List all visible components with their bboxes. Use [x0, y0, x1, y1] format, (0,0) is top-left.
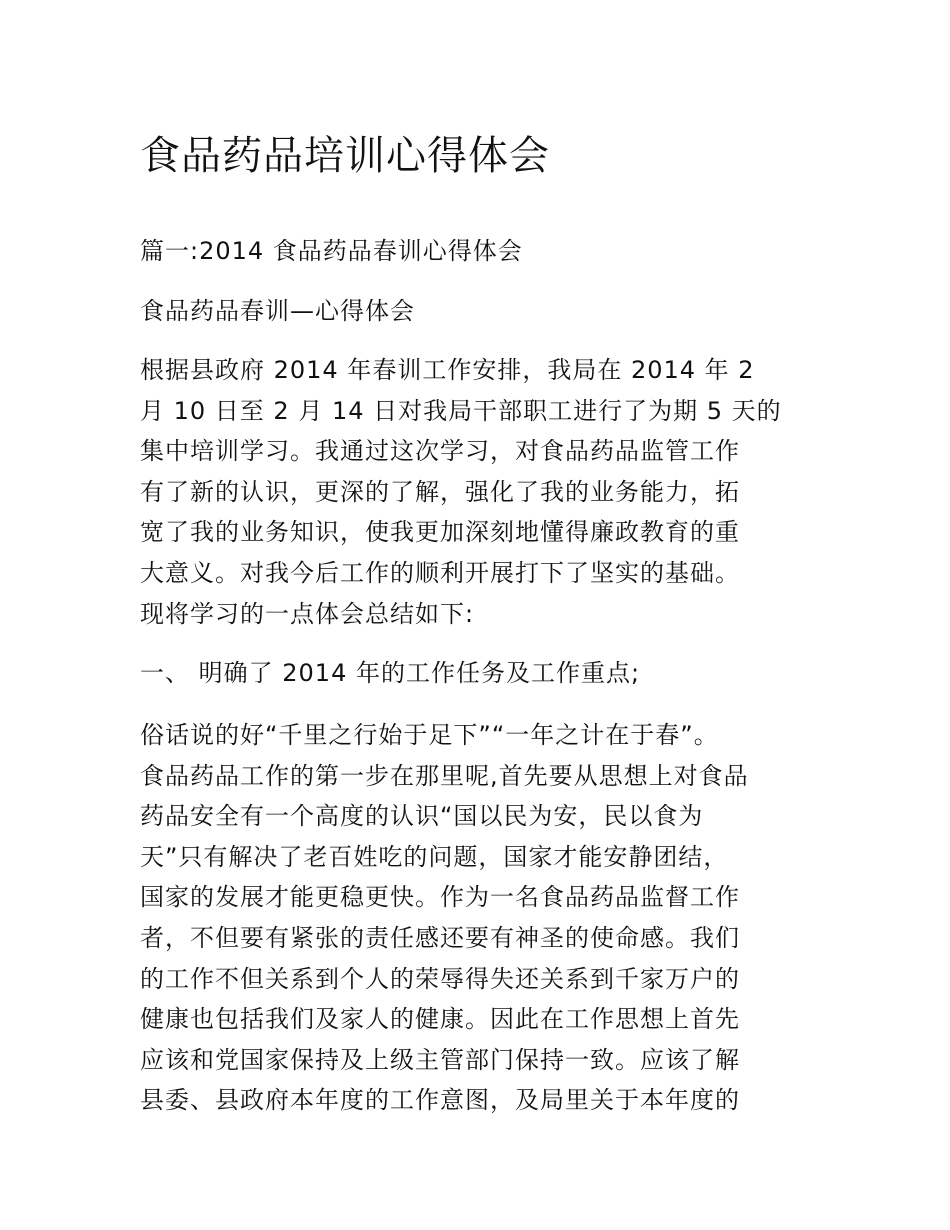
- paragraph-line: 大意义。对我今后工作的顺利开展打下了坚实的基础。: [140, 558, 740, 587]
- paragraph-line: 应该和党国家保持及上级主管部门保持一致。应该了解: [140, 1045, 740, 1074]
- paragraph-line: 药品安全有一个高度的认识“国以民为安，民以食为: [140, 802, 704, 831]
- paragraph-intro: [140, 350, 805, 634]
- paragraph-line: 国家的发展才能更稳更快。作为一名食品药品监督工作: [140, 883, 740, 912]
- document-title: 食品药品培训心得体会: [140, 133, 550, 179]
- paragraph-line: 天”只有解决了老百姓吃的问题，国家才能安静团结，: [140, 842, 729, 871]
- paragraph-line: 的工作不但关系到个人的荣辱得失还关系到千家万户的: [140, 964, 740, 993]
- paragraph-line: 宽了我的业务知识，使我更加深刻地懂得廉政教育的重: [140, 518, 740, 547]
- paragraph-line: 月 10 日至 2 月 14 日对我局干部职工进行了为期 5 天的: [140, 396, 782, 425]
- point-one-heading: 一、 明确了 2014 年的工作任务及工作重点;: [140, 659, 641, 687]
- paragraph-line: 集中培训学习。我通过这次学习，对食品药品监管工作: [140, 437, 740, 466]
- paragraph-line: 现将学习的一点体会总结如下:: [140, 599, 475, 628]
- paragraph-line: 县委、县政府本年度的工作意图，及局里关于本年度的: [140, 1086, 740, 1115]
- paragraph-line: 俗话说的好“千里之行始于足下”“一年之计在于春”。: [140, 721, 719, 749]
- section-subtitle: 食品药品春训—心得体会: [140, 297, 415, 325]
- paragraph-line: 根据县政府 2014 年春训工作安排，我局在 2014 年 2: [140, 356, 755, 384]
- paragraph-line: 健康也包括我们及家人的健康。因此在工作思想上首先: [140, 1005, 740, 1034]
- paragraph-line: 食品药品工作的第一步在那里呢,首先要从思想上对食品: [140, 761, 749, 790]
- paragraph-body: [140, 715, 805, 1121]
- paragraph-line: 者，不但要有紧张的责任感还要有神圣的使命感。我们: [140, 923, 740, 952]
- paragraph-line: 有了新的认识，更深的了解，强化了我的业务能力，拓: [140, 477, 740, 506]
- section-heading: 篇一:2014 食品药品春训心得体会: [140, 237, 523, 265]
